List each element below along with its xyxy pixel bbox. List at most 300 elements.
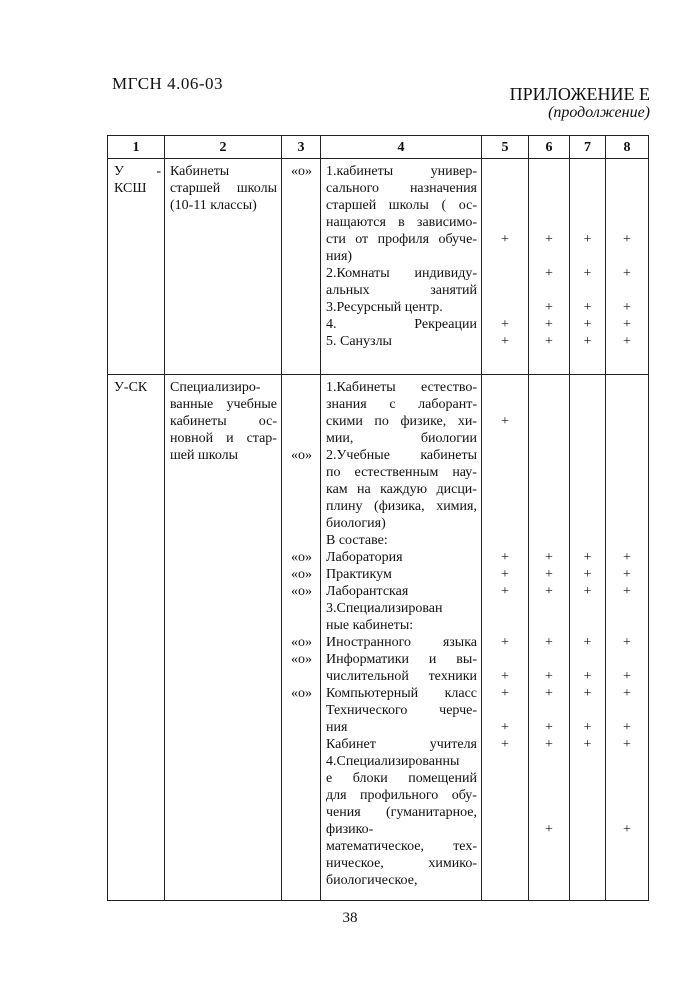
word: химия, [436, 499, 477, 514]
mark-cell-8-line: + [623, 822, 631, 837]
mark-cell-8 [606, 375, 649, 901]
code-part: У [114, 164, 124, 179]
mark-cell-6-line: + [545, 822, 553, 837]
word: класс [444, 686, 477, 701]
mark-cell-6-line [529, 498, 569, 515]
table-row [108, 375, 649, 901]
column-header: 6 [529, 136, 570, 159]
description-cell-line [326, 770, 477, 787]
description-cell-line: В составе: [326, 533, 388, 548]
mark-cell-8-line: + [623, 300, 631, 315]
category-cell-line [287, 532, 316, 549]
table-row [108, 159, 649, 375]
mark-cell-8-line [606, 532, 648, 549]
mark-cell-7-line [570, 413, 605, 430]
mark-cell-8-line [606, 413, 648, 430]
description-cell-line: Лаборантская [326, 584, 409, 599]
mark-cell-5-line [482, 481, 528, 498]
word: ванные [170, 397, 214, 412]
category-cell-line [287, 299, 316, 316]
mark-cell-5-line [482, 600, 528, 617]
mark-cell-8-line [606, 248, 648, 265]
word: ( [441, 198, 447, 213]
description-cell-line [326, 282, 477, 299]
name-cell-line: шей школы [170, 448, 239, 463]
description-cell-line: 3.Специализирован [326, 601, 443, 616]
word: кабинеты [420, 448, 477, 463]
word: техники [428, 669, 477, 684]
mark-cell-5-line: + [501, 317, 509, 332]
mark-cell-8-line [606, 855, 648, 872]
category-cell-line [287, 333, 316, 350]
word: е [326, 771, 333, 786]
category-cell-line [287, 214, 316, 231]
mark-cell-7-line [570, 282, 605, 299]
word: скими [326, 414, 363, 429]
category-cell-line [287, 515, 316, 532]
mark-cell-8-line [606, 600, 648, 617]
description-cell-line [326, 396, 477, 413]
category-cell-line [287, 498, 316, 515]
category-cell-line: «о» [291, 448, 312, 463]
description-cell-line: ния [326, 720, 348, 735]
word: блоки [352, 771, 388, 786]
mark-cell-6-line [529, 804, 569, 821]
mark-cell-5-line [482, 197, 528, 214]
mark-cell-6-line: + [545, 584, 553, 599]
word: чения [326, 805, 361, 820]
category-cell-line [287, 197, 316, 214]
category-cell [282, 159, 321, 375]
description-cell-line: Практикум [326, 567, 392, 582]
mark-cell-6-line: + [545, 300, 553, 315]
appendix-title: ПРИЛОЖЕНИЕ Е [509, 84, 650, 104]
word: нащаются [326, 215, 386, 230]
code-cell [108, 159, 165, 375]
word: черче- [439, 703, 477, 718]
mark-cell-6-line [529, 248, 569, 265]
category-cell-line: «о» [291, 164, 312, 179]
mark-cell-7-line: + [583, 584, 592, 599]
mark-cell-6-line [529, 532, 569, 549]
mark-cell-6-line [529, 413, 569, 430]
mark-cell-7-line [570, 617, 605, 634]
mark-cell-6-line [529, 163, 569, 180]
mark-cell-6 [529, 159, 570, 375]
word: вы- [456, 652, 477, 667]
mark-cell-6-line [529, 838, 569, 855]
word: кабинеты [170, 414, 227, 429]
mark-cell-5-line [482, 855, 528, 872]
mark-cell-6-line [529, 197, 569, 214]
mark-cell-8-line [606, 651, 648, 668]
mark-cell-6-line [529, 214, 569, 231]
mark-cell-7-line [570, 180, 605, 197]
mark-cell-8-line [606, 163, 648, 180]
word: кам [326, 482, 348, 497]
mark-cell-8-line [606, 214, 648, 231]
mark-cell-8-line [606, 787, 648, 804]
mark-cell-7 [570, 159, 606, 375]
mark-cell-8-line [606, 447, 648, 464]
word: биологии [420, 431, 477, 446]
name-cell-line [170, 180, 277, 197]
description-cell-line [326, 481, 477, 498]
word: зависимо- [416, 215, 477, 230]
mark-cell-7-line [570, 702, 605, 719]
word: (гуманитарное, [385, 805, 477, 820]
mark-cell-8-line [606, 464, 648, 481]
mark-cell-5-line: + [501, 686, 509, 701]
word: Информатики [326, 652, 409, 667]
word: дисци- [436, 482, 477, 497]
word: математическое, [326, 839, 424, 854]
category-cell-line [287, 702, 316, 719]
mark-cell-5 [482, 159, 529, 375]
mark-cell-5-line: + [501, 737, 509, 752]
column-header: 3 [282, 136, 321, 159]
mark-cell-5-line [482, 248, 528, 265]
mark-cell-7-line: + [583, 232, 592, 247]
mark-cell-7-line [570, 532, 605, 549]
mark-cell-6-line [529, 787, 569, 804]
category-cell-line [287, 231, 316, 248]
mark-cell-8-line: + [623, 317, 631, 332]
word: химико- [428, 856, 477, 871]
mark-cell-6-line: + [545, 334, 553, 349]
description-cell-line [326, 685, 477, 702]
category-cell-line: «о» [291, 584, 312, 599]
mark-cell-6-line [529, 855, 569, 872]
mark-cell-7-line [570, 651, 605, 668]
mark-cell-5-line [482, 396, 528, 413]
mark-cell-5-line [482, 770, 528, 787]
mark-cell-6-line [529, 770, 569, 787]
category-cell-line [287, 668, 316, 685]
word: и [226, 431, 234, 446]
word: по [374, 414, 389, 429]
mark-cell-7-line [570, 248, 605, 265]
mark-cell-6-line: + [545, 686, 553, 701]
description-cell-line: Лаборатория [326, 550, 403, 565]
column-header: 4 [321, 136, 482, 159]
mark-cell-8-line [606, 180, 648, 197]
word: ническое, [326, 856, 384, 871]
word: хи- [457, 414, 477, 429]
word: учителя [429, 737, 477, 752]
word: Компьютерный [326, 686, 419, 701]
mark-cell-5-line [482, 753, 528, 770]
description-cell-line: физико- [326, 822, 374, 837]
mark-cell-5-line [482, 498, 528, 515]
word: занятий [430, 283, 477, 298]
word: сти [326, 232, 346, 247]
word: естественным [354, 465, 439, 480]
mark-cell-8-line [606, 498, 648, 515]
word: знания [326, 397, 367, 412]
category-cell-line [287, 821, 316, 838]
category-cell-line [287, 600, 316, 617]
mark-cell-7-line [570, 753, 605, 770]
code-part: - [156, 164, 161, 179]
name-cell-line: (10-11 классы) [170, 198, 257, 213]
code-cell-line: КСШ [114, 181, 147, 196]
word: от [355, 232, 369, 247]
requirements-table [107, 135, 649, 901]
mark-cell-8-line [606, 282, 648, 299]
name-cell-line [170, 430, 277, 447]
mark-cell-7-line [570, 600, 605, 617]
name-cell [165, 159, 282, 375]
mark-cell-6-line [529, 872, 569, 889]
name-cell-line: Специализиро- [170, 380, 261, 395]
description-cell-line: ные кабинеты: [326, 618, 414, 633]
word: каждую [380, 482, 428, 497]
word: школы [388, 198, 429, 213]
word: учебные [226, 397, 277, 412]
mark-cell-7-line [570, 804, 605, 821]
mark-cell-7-line: + [583, 567, 592, 582]
mark-cell-5-line: + [501, 550, 509, 565]
column-header: 2 [165, 136, 282, 159]
mark-cell-8-line [606, 838, 648, 855]
mark-cell-7-line [570, 379, 605, 396]
mark-cell-5-line: + [501, 720, 509, 735]
category-cell-line [287, 379, 316, 396]
category-cell-line [287, 282, 316, 299]
mark-cell-6-line: + [545, 266, 553, 281]
word: (физика, [374, 499, 425, 514]
mark-cell-6-line [529, 515, 569, 532]
mark-cell-5-line [482, 651, 528, 668]
category-cell-line [287, 838, 316, 855]
word: школы [236, 181, 277, 196]
mark-cell-5-line [482, 299, 528, 316]
word: индивиду- [414, 266, 477, 281]
word: нау- [452, 465, 477, 480]
mark-cell-6-line [529, 396, 569, 413]
document-code: МГСН 4.06-03 [112, 74, 223, 93]
category-cell-line [287, 736, 316, 753]
mark-cell-6-line: + [545, 317, 553, 332]
mark-cell-5-line [482, 787, 528, 804]
category-cell-line [287, 180, 316, 197]
mark-cell-8-line: + [623, 635, 631, 650]
mark-cell-7-line [570, 163, 605, 180]
mark-cell-7-line: + [583, 737, 592, 752]
mark-cell-7-line [570, 515, 605, 532]
description-cell [321, 375, 482, 901]
mark-cell-8-line [606, 197, 648, 214]
word: сального [326, 181, 379, 196]
category-cell-line [287, 719, 316, 736]
mark-cell-8-line [606, 617, 648, 634]
mark-cell-7-line: + [583, 300, 592, 315]
description-cell-line [326, 702, 477, 719]
category-cell-line: «о» [291, 550, 312, 565]
mark-cell-8-line: + [623, 720, 631, 735]
mark-cell-6-line: + [545, 232, 553, 247]
category-cell-line [287, 787, 316, 804]
category-cell-line [287, 248, 316, 265]
description-cell-line [326, 787, 477, 804]
mark-cell-7-line: + [583, 334, 592, 349]
mark-cell-5-line [482, 821, 528, 838]
category-cell [282, 375, 321, 901]
mark-cell-5-line [482, 163, 528, 180]
word: для [326, 788, 347, 803]
word: с [389, 397, 396, 412]
description-cell-line [326, 838, 477, 855]
word: Технического [326, 703, 408, 718]
description-cell-line [326, 430, 477, 447]
mark-cell-8-line: + [623, 334, 631, 349]
mark-cell-7-line [570, 855, 605, 872]
word: новной [170, 431, 214, 446]
mark-cell-6-line: + [545, 669, 553, 684]
mark-cell-8-line: + [623, 266, 631, 281]
mark-cell-8-line [606, 379, 648, 396]
mark-cell-5 [482, 375, 529, 901]
word: физике, [400, 414, 447, 429]
mark-cell-7-line [570, 481, 605, 498]
word: альных [326, 283, 370, 298]
code-cell [108, 375, 165, 901]
mark-cell-8-line: + [623, 669, 631, 684]
mark-cell-5-line: + [501, 669, 509, 684]
mark-cell-7-line [570, 447, 605, 464]
mark-cell-7 [570, 375, 606, 901]
category-cell-line: «о» [291, 567, 312, 582]
description-cell-line [326, 464, 477, 481]
code-cell-line: У-СК [114, 380, 148, 395]
description-cell-line [326, 651, 477, 668]
description-cell-line [326, 163, 477, 180]
name-cell-line: Кабинеты [170, 164, 230, 179]
category-cell-line [287, 481, 316, 498]
word: 2.Учебные [326, 448, 390, 463]
category-cell-line [287, 855, 316, 872]
category-cell-line [287, 804, 316, 821]
description-cell-line [326, 634, 477, 651]
column-header: 1 [108, 136, 165, 159]
category-cell-line: «о» [291, 686, 312, 701]
code-cell-line [114, 163, 161, 180]
mark-cell-6-line [529, 600, 569, 617]
mark-cell-6-line [529, 481, 569, 498]
category-cell-line [287, 617, 316, 634]
word: профильного [359, 788, 439, 803]
mark-cell-6-line: + [545, 567, 553, 582]
description-cell-line [326, 447, 477, 464]
word: помещений [408, 771, 477, 786]
word: обу- [451, 788, 477, 803]
mark-cell-7-line: + [583, 669, 592, 684]
mark-cell-5-line [482, 532, 528, 549]
category-cell-line [287, 265, 316, 282]
mark-cell-5-line [482, 214, 528, 231]
word: по [326, 465, 341, 480]
word: на [357, 482, 371, 497]
mark-cell-7-line [570, 821, 605, 838]
description-cell-line [326, 413, 477, 430]
mark-cell-7-line [570, 770, 605, 787]
name-cell [165, 375, 282, 901]
category-cell-line: «о» [291, 652, 312, 667]
mark-cell-5-line: + [501, 232, 509, 247]
description-cell-line [326, 180, 477, 197]
word: старшей [326, 198, 377, 213]
mark-cell-7-line: + [583, 317, 592, 332]
mark-cell-5-line: + [501, 414, 509, 429]
mark-cell-5-line [482, 617, 528, 634]
mark-cell-8-line: + [623, 232, 631, 247]
word: универ- [430, 164, 477, 179]
mark-cell-7-line: + [583, 720, 592, 735]
word: мии, [326, 431, 354, 446]
mark-cell-5-line: + [501, 635, 509, 650]
mark-cell-5-line [482, 430, 528, 447]
mark-cell-8-line: + [623, 584, 631, 599]
table-header-row [108, 136, 649, 159]
mark-cell-7-line [570, 498, 605, 515]
word: и [428, 652, 437, 667]
description-cell-line [326, 214, 477, 231]
mark-cell-5-line [482, 464, 528, 481]
word: профиля [377, 232, 430, 247]
mark-cell-5-line [482, 515, 528, 532]
mark-cell-7-line [570, 787, 605, 804]
description-cell-line [326, 498, 477, 515]
mark-cell-5-line: + [501, 334, 509, 349]
mark-cell-7-line [570, 872, 605, 889]
word: 1.кабинеты [326, 164, 394, 179]
word: стар- [246, 431, 277, 446]
word: ос- [458, 198, 477, 213]
description-cell-line: 5. Санузлы [326, 334, 392, 349]
mark-cell-5-line [482, 804, 528, 821]
mark-cell-6-line [529, 464, 569, 481]
mark-cell-8-line [606, 515, 648, 532]
mark-cell-5-line [482, 838, 528, 855]
mark-cell-8-line: + [623, 737, 631, 752]
word: в [398, 215, 405, 230]
word: числительной [326, 669, 409, 684]
mark-cell-8-line [606, 481, 648, 498]
mark-cell-5-line: + [501, 567, 509, 582]
mark-cell-6 [529, 375, 570, 901]
description-cell-line [326, 736, 477, 753]
appendix-subtitle: (продолжение) [548, 104, 650, 121]
word: лаборант- [418, 397, 477, 412]
column-header: 8 [606, 136, 649, 159]
mark-cell-6-line [529, 753, 569, 770]
mark-cell-8-line: + [623, 686, 631, 701]
description-cell-line [326, 316, 477, 333]
mark-cell-7-line: + [583, 635, 592, 650]
mark-cell-8-line [606, 770, 648, 787]
word: языка [442, 635, 477, 650]
mark-cell-6-line: + [545, 635, 553, 650]
word: 2.Комнаты [326, 266, 390, 281]
description-cell-line [326, 804, 477, 821]
mark-cell-6-line [529, 379, 569, 396]
mark-cell-5-line [482, 379, 528, 396]
mark-cell-7-line: + [583, 686, 592, 701]
category-cell-line [287, 396, 316, 413]
mark-cell-7-line: + [583, 266, 592, 281]
column-header: 5 [482, 136, 529, 159]
